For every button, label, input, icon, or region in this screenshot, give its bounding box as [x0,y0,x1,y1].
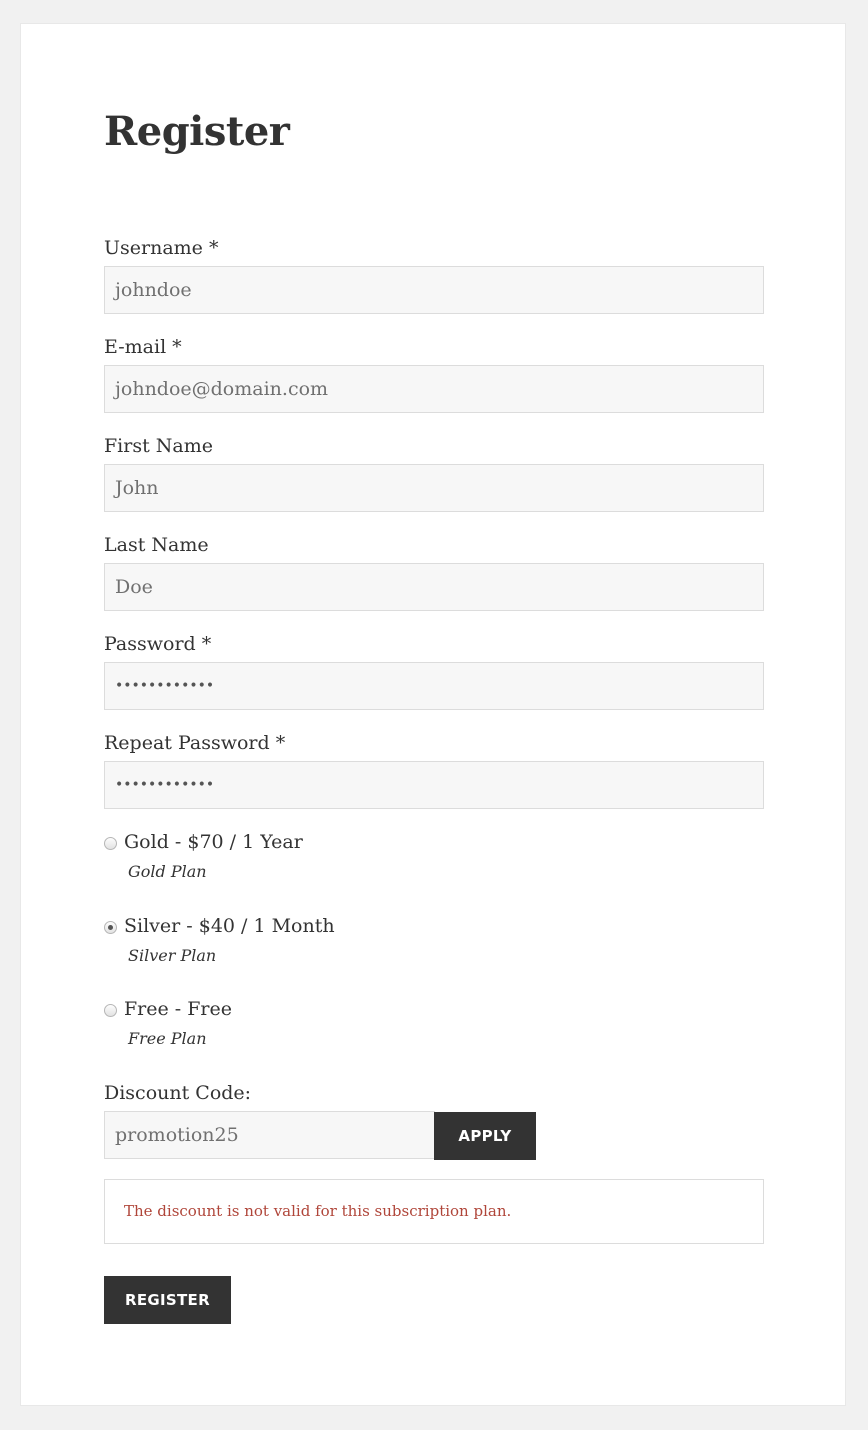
discount-code-label: Discount Code: [104,1082,252,1104]
first-name-label: First Name [104,435,213,457]
password-label: Password * [104,633,212,655]
page-title: Register [104,108,290,155]
plan-description-silver: Silver Plan [128,946,217,965]
repeat-password-input[interactable]: •••••••••••• [104,761,764,809]
apply-discount-button[interactable]: APPLY [434,1112,536,1160]
first-name-input[interactable]: John [104,464,764,512]
repeat-password-label: Repeat Password * [104,732,286,754]
plan-label-gold[interactable]: Gold - $70 / 1 Year [124,831,303,853]
password-input[interactable]: •••••••••••• [104,662,764,710]
plan-radio-gold[interactable] [104,837,117,850]
plan-label-free[interactable]: Free - Free [124,998,233,1020]
email-label: E-mail * [104,336,182,358]
plan-radio-free[interactable] [104,1004,117,1017]
discount-error-text: The discount is not valid for this subscription plan. [124,1202,512,1220]
discount-error-message [104,1179,764,1244]
last-name-label: Last Name [104,534,209,556]
plan-label-silver[interactable]: Silver - $40 / 1 Month [124,915,335,937]
register-card [20,23,846,1406]
register-button[interactable]: REGISTER [104,1276,231,1324]
last-name-input[interactable]: Doe [104,563,764,611]
email-input[interactable]: johndoe@domain.com [104,365,764,413]
plan-description-gold: Gold Plan [128,862,207,881]
plan-description-free: Free Plan [128,1029,207,1048]
username-label: Username * [104,237,219,259]
username-input[interactable]: johndoe [104,266,764,314]
discount-code-input[interactable]: promotion25 [104,1111,435,1159]
plan-radio-silver[interactable] [104,921,117,934]
